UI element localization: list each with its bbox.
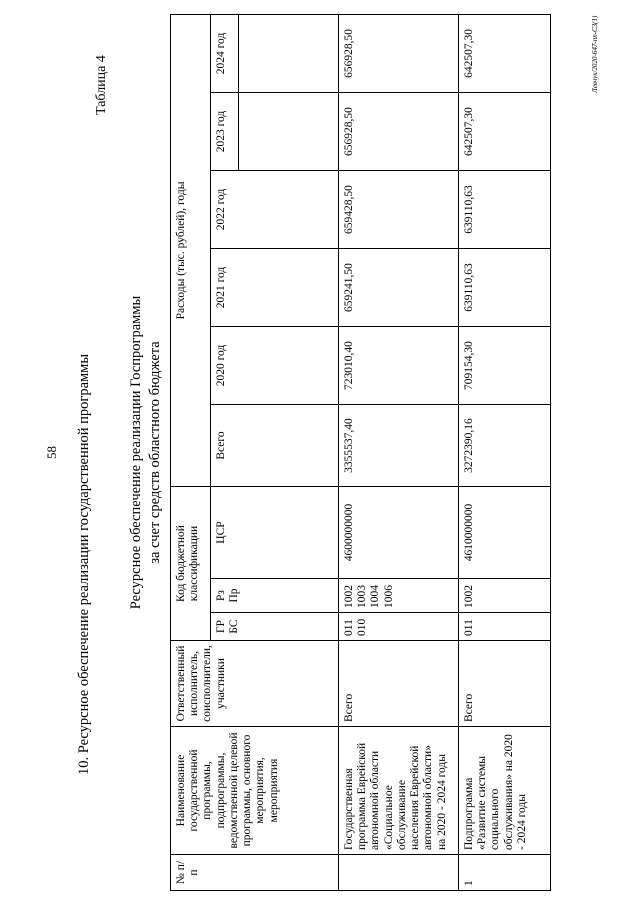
row-rzpr	[459, 579, 551, 613]
row-2022: 659428,50	[339, 171, 459, 249]
rzpr-code: 1003	[356, 585, 369, 608]
header-rzpr: Рз Пр	[211, 579, 339, 613]
row-name: Подпрограмма «Развитие системы социального обслуживания» на 2020 - 2024 годы	[459, 727, 551, 855]
row-name: Государственная программа Еврейской автономной области «Социальное обслуживание населения Еврейской автономной области» на 2020 - 2024 годы	[339, 727, 459, 855]
row-grbs	[459, 613, 551, 641]
header-total: Всего	[211, 405, 339, 487]
row-grbs	[339, 613, 459, 641]
header-2020: 2020 год	[211, 327, 339, 405]
header-spacer	[239, 14, 339, 92]
header-spacer	[239, 93, 339, 171]
row-2020: 709154,30	[459, 327, 551, 405]
row-total: 3355537,40	[339, 405, 459, 487]
grbs-code: 010	[356, 618, 369, 636]
header-name: Наименование государственной программы, подпрограммы, ведомственной целевой программы, основного мероприятия, мероприятия	[171, 727, 339, 855]
table-heading-line-2: за счет средств областного бюджета	[147, 341, 163, 564]
row-num	[339, 855, 459, 891]
row-2022: 639110,63	[459, 171, 551, 249]
header-budget-code: Код бюджетной классификации	[171, 487, 211, 641]
table-header-row	[171, 14, 211, 890]
row-2021: 639110,63	[459, 249, 551, 327]
header-2022: 2022 год	[211, 171, 339, 249]
header-2024: 2024 год	[211, 14, 239, 92]
table-heading-line-1: Ресурсное обеспечение реализации Госпрограммы	[128, 295, 144, 610]
row-2020: 723010,40	[339, 327, 459, 405]
footer-code: Левчук/2020-647-пп-СЗ(1)	[591, 15, 599, 93]
header-executor: Ответственный исполнитель, соисполнители, участники	[171, 641, 339, 727]
header-csr: ЦСР	[211, 487, 339, 579]
row-num: 1	[459, 855, 551, 891]
table-row	[339, 14, 459, 890]
row-2021: 659241,50	[339, 249, 459, 327]
row-2024: 642507,30	[459, 14, 551, 92]
header-2023: 2023 год	[211, 93, 239, 171]
header-num: № п/п	[171, 855, 339, 891]
grbs-code: 011	[343, 619, 355, 636]
rzpr-code: 1002	[463, 585, 475, 608]
row-csr: 4600000000	[339, 487, 459, 579]
row-2023: 642507,30	[459, 93, 551, 171]
rzpr-code: 1002	[343, 585, 355, 608]
header-grbs: ГР БС	[211, 613, 339, 641]
rzpr-code: 1004	[369, 585, 382, 608]
table-label: Таблица 4	[94, 55, 109, 115]
grbs-code: 011	[463, 619, 475, 636]
row-total: 3272390,16	[459, 405, 551, 487]
header-2021: 2021 год	[211, 249, 339, 327]
row-executor: Всего	[339, 641, 459, 727]
header-expenses: Расходы (тыс. рублей), годы	[171, 14, 211, 486]
table-row	[459, 14, 551, 890]
row-2024: 656928,50	[339, 14, 459, 92]
rzpr-code: 1006	[382, 585, 395, 608]
page-number: 58	[44, 446, 59, 459]
budget-table	[170, 14, 551, 891]
row-executor: Всего	[459, 641, 551, 727]
row-2023: 656928,50	[339, 93, 459, 171]
section-title: 10. Ресурсное обеспечение реализации государственной программы	[76, 353, 92, 775]
row-csr: 4610000000	[459, 487, 551, 579]
row-rzpr	[339, 579, 459, 613]
